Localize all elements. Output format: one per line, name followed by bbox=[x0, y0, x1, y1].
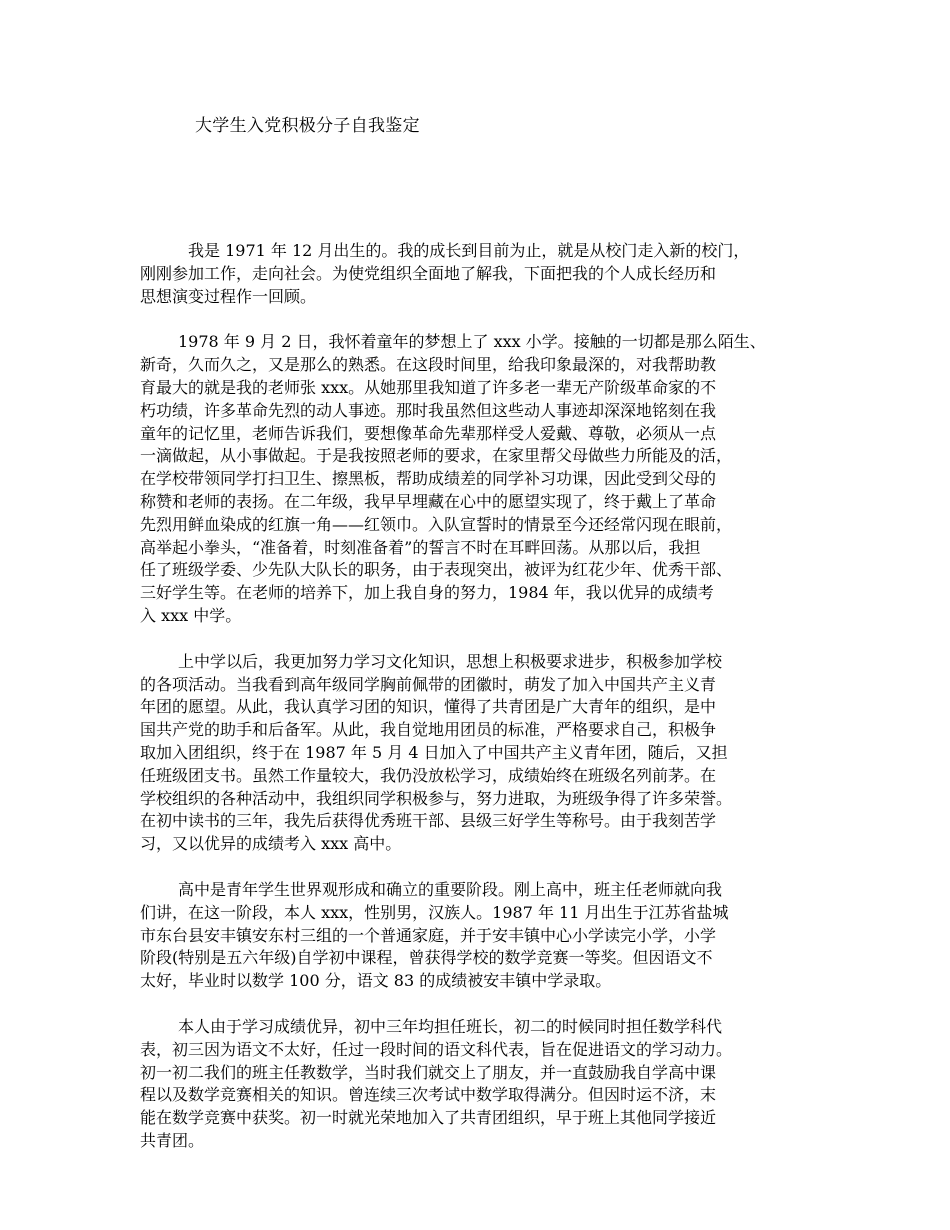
document-title: 大学生入党积极分子自我鉴定 bbox=[195, 116, 420, 136]
paragraph-high-school bbox=[140, 879, 830, 993]
text-line: 三好学生等。在老师的培养下，加上我自身的努力，1984 年，我以优异的成绩考 bbox=[140, 583, 714, 603]
text-line: 共青团。 bbox=[140, 1130, 205, 1150]
text-line: 任班级团支书。虽然工作量较大，我仍没放松学习，成绩始终在班级名列前茅。在 bbox=[140, 765, 717, 785]
text-line: 高举起小拳头，“准备着，时刻准备着”的誓言不时在耳畔回荡。从那以后，我担 bbox=[140, 537, 701, 557]
text-line: 任了班级学委、少先队大队长的职务，由于表现突出，被评为红花少年、优秀干部、 bbox=[140, 560, 733, 580]
text-line: 能在数学竞赛中获奖。初一时就光荣地加入了共青团组织，早于班上其他同学接近 bbox=[140, 1108, 717, 1128]
text-line: 高中是青年学生世界观形成和确立的重要阶段。刚上高中，班主任老师就向我 bbox=[178, 879, 723, 899]
text-line: 称赞和老师的表扬。在二年级，我早早埋藏在心中的愿望实现了，终于戴上了革命 bbox=[140, 491, 717, 511]
text-line: 程以及数学竞赛相关的知识。曾连续三次考试中数学取得满分。但因时运不济，末 bbox=[140, 1085, 717, 1105]
text-line: 们讲，在这一阶段，本人 xxx，性别男，汉族人。1987 年 11 月出生于江苏省盐城 bbox=[140, 902, 729, 922]
text-line: 的各项活动。当我看到高年级同学胸前佩带的团徽时，萌发了加入中国共产主义青 bbox=[140, 674, 717, 694]
document-body bbox=[140, 240, 830, 1176]
text-line: 市东台县安丰镇安东村三组的一个普通家庭，并于安丰镇中心小学读完小学，小学 bbox=[140, 925, 717, 945]
text-line: 太好，毕业时以数学 100 分，语文 83 的成绩被安丰镇中学录取。 bbox=[140, 971, 612, 991]
text-line: 在学校带领同学打扫卫生、擦黑板，帮助成绩差的同学补习功课，因此受到父母的 bbox=[140, 469, 717, 489]
text-line: 国共产党的助手和后备军。从此，我自觉地用团员的标准，严格要求自己，积极争 bbox=[140, 720, 717, 740]
text-line: 年团的愿望。从此，我认真学习团的知识，懂得了共青团是广大青年的组织，是中 bbox=[140, 697, 717, 717]
paragraph-intro bbox=[140, 240, 830, 308]
text-line: 习，又以优异的成绩考入 xxx 高中。 bbox=[140, 834, 402, 854]
text-line: 阶段(特别是五六年级)自学初中课程，曾获得学校的数学竞赛一等奖。但因语文不 bbox=[140, 948, 713, 968]
text-line: 刚刚参加工作，走向社会。为使党组织全面地了解我，下面把我的个人成长经历和 bbox=[140, 263, 717, 283]
text-line: 我是 1971 年 12 月出生的。我的成长到目前为止，就是从校门走入新的校门， bbox=[188, 241, 750, 260]
text-line: 在初中读书的三年，我先后获得优秀班干部、县级三好学生等称号。由于我刻苦学 bbox=[140, 811, 717, 831]
text-line: 1978 年 9 月 2 日，我怀着童年的梦想上了 xxx 小学。接触的一切都是那么陌生、 bbox=[178, 332, 766, 352]
paragraph-middle-school bbox=[140, 651, 830, 856]
text-line: 朽功绩，许多革命先烈的动人事迹。那时我虽然但这些动人事迹却深深地铭刻在我 bbox=[140, 400, 717, 420]
text-line: 童年的记忆里，老师告诉我们，要想像革命先辈那样受人爱戴、尊敬，必须从一点 bbox=[140, 423, 717, 443]
paragraph-primary-school bbox=[140, 331, 830, 627]
text-line: 学校组织的各种活动中，我组织同学积极参与，努力进取，为班级争得了许多荣誉。 bbox=[140, 788, 733, 808]
text-line: 初一初二我们的班主任教数学，当时我们就交上了朋友，并一直鼓励我自学高中课 bbox=[140, 1062, 717, 1082]
paragraph-achievements bbox=[140, 1016, 830, 1153]
text-line: 本人由于学习成绩优异，初中三年均担任班长，初二的时候同时担任数学科代 bbox=[178, 1016, 723, 1036]
text-line: 上中学以后，我更加努力学习文化知识，思想上积极要求进步，积极参加学校 bbox=[178, 651, 723, 671]
text-line: 育最大的就是我的老师张 xxx。从她那里我知道了许多老一辈无产阶级革命家的不 bbox=[140, 377, 717, 397]
text-line: 入 xxx 中学。 bbox=[140, 605, 242, 625]
text-line: 取加入团组织，终于在 1987 年 5 月 4 日加入了中国共产主义青年团，随后，又担 bbox=[140, 742, 728, 762]
text-line: 思想演变过程作一回顾。 bbox=[140, 286, 317, 306]
text-line: 一滴做起，从小事做起。于是我按照老师的要求，在家里帮父母做些力所能及的活， bbox=[140, 446, 733, 466]
text-line: 先烈用鲜血染成的红旗一角——红领巾。入队宣誓时的情景至今还经常闪现在眼前， bbox=[140, 514, 733, 534]
text-line: 表，初三因为语文不太好，任过一段时间的语文科代表，旨在促进语文的学习动力。 bbox=[140, 1039, 733, 1059]
text-line: 新奇，久而久之，又是那么的熟悉。在这段时间里，给我印象最深的，对我帮助教 bbox=[140, 355, 717, 375]
